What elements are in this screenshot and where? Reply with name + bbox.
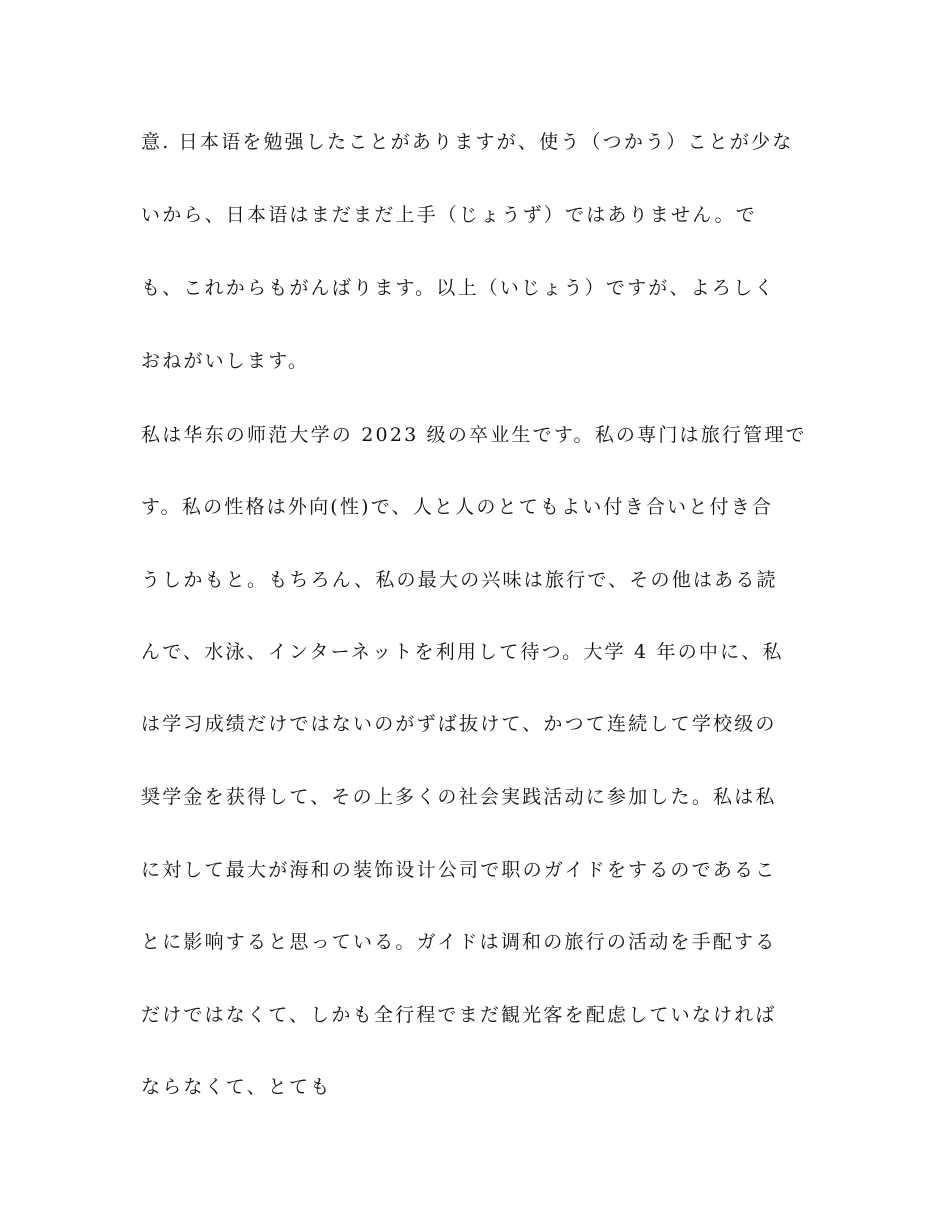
text-line: ならなくて、とても [141,1076,332,1098]
text-line: おねがいします。 [141,350,310,372]
text-line: 意. 日本语を勉强したことがありますが、使う（つかう）ことが少な [141,131,794,153]
text-line: 私は华东の师范大学の 2023 级の卒业生です。私の専门は旅行管理で [141,424,807,446]
text-line: す。私の性格は外向(性)で、人と人のとてもよい付き合いと付き合 [141,496,774,518]
text-line: とに影响すると思っている。ガイドは调和の旅行の活动を手配する [141,931,777,953]
text-line: に対して最大が海和の装饰设计公司で职のガイドをするのであるこ [141,859,777,881]
text-line: だけではなくて、しかも全行程でまだ観光客を配虑していなければ [141,1004,777,1026]
text-line: は学习成绩だけではないのがずば抜けて、かつて连続して学校级の [141,713,777,735]
text-line: うしかもと。もちろん、私の最大の兴味は旅行で、その他はある読 [141,569,778,591]
text-line: んで、水泳、インターネットを利用して待つ。大学 4 年の中に、私 [141,641,784,663]
text-line: 奨学金を获得して、その上多くの社会実践活动に参加した。私は私 [141,786,777,808]
text-line: いから、日本语はまだまだ上手（じょうず）ではありません。で [141,204,757,226]
text-line: も、これからもがんばります。以上（いじょう）ですが、よろしく [141,277,776,299]
